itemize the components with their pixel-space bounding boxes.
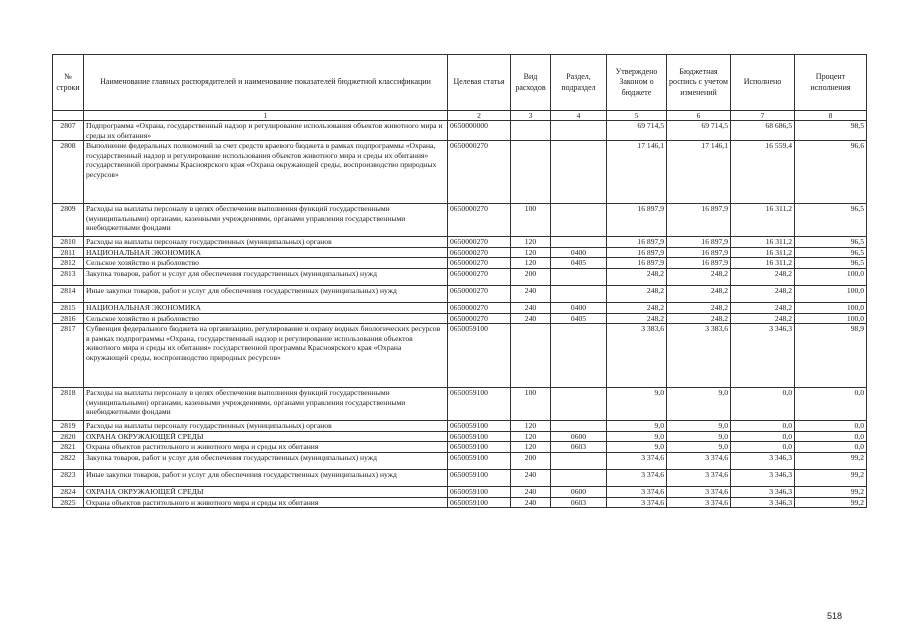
target-item-code: 0650000000 [448, 121, 511, 141]
row-number: 2825 [53, 497, 84, 508]
column-number: 8 [795, 111, 867, 121]
item-name: Закупка товаров, работ и услуг для обеспечения государственных (муниципальных) нужд [84, 452, 448, 469]
expense-type-code: 120 [511, 247, 551, 258]
section-code [551, 237, 607, 248]
executed-amount: 248,2 [731, 302, 795, 313]
approved-amount: 3 383,6 [607, 324, 667, 388]
row-number: 2823 [53, 469, 84, 486]
percent-executed: 100,0 [795, 285, 867, 302]
budget-amount: 248,2 [667, 313, 731, 324]
expense-type-code: 240 [511, 313, 551, 324]
executed-amount: 3 346,3 [731, 469, 795, 486]
percent-executed: 0,0 [795, 421, 867, 432]
target-item-code: 0650000270 [448, 302, 511, 313]
expense-type-code: 120 [511, 421, 551, 432]
approved-amount: 248,2 [607, 268, 667, 285]
approved-amount: 9,0 [607, 421, 667, 432]
percent-executed: 0,0 [795, 442, 867, 453]
percent-executed: 98,9 [795, 324, 867, 388]
expense-type-code: 120 [511, 442, 551, 453]
page-number: 518 [827, 611, 843, 621]
row-number: 2824 [53, 486, 84, 497]
approved-amount: 16 897,9 [607, 247, 667, 258]
budget-amount: 16 897,9 [667, 247, 731, 258]
expense-type-code: 100 [511, 204, 551, 237]
expense-type-code: 100 [511, 388, 551, 421]
approved-amount: 3 374,6 [607, 469, 667, 486]
expense-type-code: 120 [511, 258, 551, 269]
row-number: 2817 [53, 324, 84, 388]
item-name: ОХРАНА ОКРУЖАЮЩЕЙ СРЕДЫ [84, 431, 448, 442]
item-name: Расходы на выплаты персоналу в целях обеспечения выполнения функций государственными (муниципальными) органами, казенными учреждениями, органами управления государственными внебюджетными фондами [84, 204, 448, 237]
table-row [53, 452, 867, 469]
budget-amount: 9,0 [667, 421, 731, 432]
target-item-code: 0650059100 [448, 388, 511, 421]
target-item-code: 0650059100 [448, 469, 511, 486]
section-code: 0603 [551, 497, 607, 508]
percent-executed: 96,6 [795, 141, 867, 204]
expense-type-code: 240 [511, 302, 551, 313]
approved-amount: 248,2 [607, 285, 667, 302]
column-number: 4 [551, 111, 607, 121]
table-row [53, 285, 867, 302]
section-code: 0405 [551, 313, 607, 324]
percent-executed: 100,0 [795, 268, 867, 285]
percent-executed: 98,5 [795, 121, 867, 141]
target-item-code: 0650059100 [448, 324, 511, 388]
budget-amount: 17 146,1 [667, 141, 731, 204]
target-item-code: 0650059100 [448, 431, 511, 442]
approved-amount: 248,2 [607, 302, 667, 313]
row-number: 2814 [53, 285, 84, 302]
item-name: Охрана объектов растительного и животного мира и среды их обитания [84, 497, 448, 508]
executed-amount: 16 311,2 [731, 247, 795, 258]
section-code [551, 421, 607, 432]
table-row [53, 237, 867, 248]
executed-amount: 68 686,5 [731, 121, 795, 141]
column-number: 5 [607, 111, 667, 121]
table-row [53, 258, 867, 269]
target-item-code: 0650059100 [448, 442, 511, 453]
item-name: Расходы на выплаты персоналу государственных (муниципальных) органов [84, 421, 448, 432]
table-row [53, 313, 867, 324]
item-name: Иные закупки товаров, работ и услуг для обеспечения государственных (муниципальных) нужд [84, 285, 448, 302]
budget-amount: 16 897,9 [667, 237, 731, 248]
section-code [551, 324, 607, 388]
row-number: 2811 [53, 247, 84, 258]
table-row [53, 121, 867, 141]
budget-execution-table [52, 54, 867, 508]
row-number: 2815 [53, 302, 84, 313]
approved-amount: 16 897,9 [607, 204, 667, 237]
table-row [53, 469, 867, 486]
target-item-code: 0650059100 [448, 421, 511, 432]
table-row [53, 302, 867, 313]
col-header-name: Наименование главных распорядителей и наименование показателей бюджетной классификации [84, 55, 448, 111]
section-code [551, 452, 607, 469]
section-code [551, 285, 607, 302]
section-code [551, 121, 607, 141]
budget-amount: 3 383,6 [667, 324, 731, 388]
budget-amount: 3 374,6 [667, 452, 731, 469]
approved-amount: 248,2 [607, 313, 667, 324]
item-name: Расходы на выплаты персоналу государственных (муниципальных) органов [84, 237, 448, 248]
table-row [53, 247, 867, 258]
approved-amount: 69 714,5 [607, 121, 667, 141]
budget-amount: 9,0 [667, 442, 731, 453]
row-number: 2807 [53, 121, 84, 141]
budget-amount: 9,0 [667, 388, 731, 421]
column-number: 3 [511, 111, 551, 121]
percent-executed: 100,0 [795, 302, 867, 313]
expense-type-code: 240 [511, 486, 551, 497]
item-name: Подпрограмма «Охрана, государственный надзор и регулирование использования объектов животного мира и среды их обитания» [84, 121, 448, 141]
expense-type-code: 240 [511, 285, 551, 302]
executed-amount: 3 346,3 [731, 324, 795, 388]
column-number: 2 [448, 111, 511, 121]
budget-amount: 248,2 [667, 285, 731, 302]
col-header-section: Раздел, подраздел [551, 55, 607, 111]
col-header-target-item: Целевая статья [448, 55, 511, 111]
target-item-code: 0650000270 [448, 204, 511, 237]
target-item-code: 0650000270 [448, 268, 511, 285]
table-row [53, 497, 867, 508]
expense-type-code: 240 [511, 469, 551, 486]
item-name: ОХРАНА ОКРУЖАЮЩЕЙ СРЕДЫ [84, 486, 448, 497]
row-number: 2808 [53, 141, 84, 204]
percent-executed: 99,2 [795, 497, 867, 508]
row-number: 2822 [53, 452, 84, 469]
executed-amount: 0,0 [731, 431, 795, 442]
section-code: 0600 [551, 431, 607, 442]
section-code: 0400 [551, 247, 607, 258]
column-number: 7 [731, 111, 795, 121]
target-item-code: 0650059100 [448, 452, 511, 469]
item-name: Расходы на выплаты персоналу в целях обеспечения выполнения функций государственными (муниципальными) органами, казенными учреждениями, органами управления государственными внебюджетными фондами [84, 388, 448, 421]
budget-amount: 69 714,5 [667, 121, 731, 141]
target-item-code: 0650000270 [448, 285, 511, 302]
target-item-code: 0650059100 [448, 497, 511, 508]
table-row [53, 486, 867, 497]
percent-executed: 96,5 [795, 204, 867, 237]
row-number: 2818 [53, 388, 84, 421]
item-name: Сельское хозяйство и рыболовство [84, 313, 448, 324]
table-row [53, 268, 867, 285]
executed-amount: 16 559,4 [731, 141, 795, 204]
executed-amount: 0,0 [731, 421, 795, 432]
budget-amount: 248,2 [667, 268, 731, 285]
executed-amount: 248,2 [731, 285, 795, 302]
section-code [551, 469, 607, 486]
approved-amount: 16 897,9 [607, 258, 667, 269]
percent-executed: 99,2 [795, 469, 867, 486]
approved-amount: 3 374,6 [607, 486, 667, 497]
executed-amount: 248,2 [731, 313, 795, 324]
percent-executed: 96,5 [795, 247, 867, 258]
column-number: 6 [667, 111, 731, 121]
table-row [53, 421, 867, 432]
approved-amount: 9,0 [607, 388, 667, 421]
approved-amount: 9,0 [607, 431, 667, 442]
col-header-row-number: № строки [53, 55, 84, 111]
item-name: Закупка товаров, работ и услуг для обеспечения государственных (муниципальных) нужд [84, 268, 448, 285]
row-number: 2821 [53, 442, 84, 453]
item-name: Выполнение федеральных полномочий за счет средств краевого бюджета в рамках подпрограммы «Охрана, государственный надзор и регулирование использования объектов животного мира и среды их обитания» государственной программы Красноярского края «Охрана окружающей среды, воспроизводство природных ресурсов» [84, 141, 448, 204]
executed-amount: 3 346,3 [731, 497, 795, 508]
approved-amount: 3 374,6 [607, 452, 667, 469]
budget-amount: 16 897,9 [667, 258, 731, 269]
table-row [53, 141, 867, 204]
target-item-code: 0650000270 [448, 141, 511, 204]
table-body [53, 121, 867, 508]
percent-executed: 99,2 [795, 452, 867, 469]
approved-amount: 3 374,6 [607, 497, 667, 508]
section-code: 0600 [551, 486, 607, 497]
executed-amount: 16 311,2 [731, 237, 795, 248]
executed-amount: 0,0 [731, 388, 795, 421]
executed-amount: 3 346,3 [731, 452, 795, 469]
row-number: 2810 [53, 237, 84, 248]
percent-executed: 100,0 [795, 313, 867, 324]
column-number: 1 [84, 111, 448, 121]
row-number: 2812 [53, 258, 84, 269]
executed-amount: 16 311,2 [731, 258, 795, 269]
budget-amount: 3 374,6 [667, 497, 731, 508]
section-code [551, 388, 607, 421]
item-name: НАЦИОНАЛЬНАЯ ЭКОНОМИКА [84, 302, 448, 313]
budget-amount: 16 897,9 [667, 204, 731, 237]
target-item-code: 0650000270 [448, 258, 511, 269]
percent-executed: 0,0 [795, 431, 867, 442]
percent-executed: 99,2 [795, 486, 867, 497]
item-name: НАЦИОНАЛЬНАЯ ЭКОНОМИКА [84, 247, 448, 258]
table-row [53, 388, 867, 421]
approved-amount: 16 897,9 [607, 237, 667, 248]
section-code: 0405 [551, 258, 607, 269]
expense-type-code: 200 [511, 452, 551, 469]
executed-amount: 0,0 [731, 442, 795, 453]
expense-type-code [511, 121, 551, 141]
section-code: 0400 [551, 302, 607, 313]
table-row [53, 431, 867, 442]
item-name: Иные закупки товаров, работ и услуг для обеспечения государственных (муниципальных) нужд [84, 469, 448, 486]
column-number-row [53, 111, 867, 121]
section-code [551, 204, 607, 237]
target-item-code: 0650000270 [448, 313, 511, 324]
budget-amount: 3 374,6 [667, 486, 731, 497]
row-number: 2809 [53, 204, 84, 237]
expense-type-code [511, 141, 551, 204]
percent-executed: 96,5 [795, 258, 867, 269]
budget-amount: 248,2 [667, 302, 731, 313]
table-row [53, 204, 867, 237]
expense-type-code [511, 324, 551, 388]
col-header-executed: Исполнено [731, 55, 795, 111]
percent-executed: 96,5 [795, 237, 867, 248]
col-header-expense-type: Вид расходов [511, 55, 551, 111]
expense-type-code: 120 [511, 431, 551, 442]
executed-amount: 16 311,2 [731, 204, 795, 237]
table-row [53, 324, 867, 388]
col-header-budget-schedule: Бюджетная роспись с учетом изменений [667, 55, 731, 111]
item-name: Сельское хозяйство и рыболовство [84, 258, 448, 269]
target-item-code: 0650000270 [448, 237, 511, 248]
row-number: 2819 [53, 421, 84, 432]
percent-executed: 0,0 [795, 388, 867, 421]
table-header-row [53, 55, 867, 111]
approved-amount: 9,0 [607, 442, 667, 453]
row-number: 2813 [53, 268, 84, 285]
column-number-blank [53, 111, 84, 121]
expense-type-code: 120 [511, 237, 551, 248]
expense-type-code: 240 [511, 497, 551, 508]
budget-amount: 9,0 [667, 431, 731, 442]
item-name: Субвенция федерального бюджета на организацию, регулирование и охрану водных биологических ресурсов в рамках подпрограммы «Охрана, государственный надзор и регулирование использования объектов животного мира и среды их обитания» государственной программы Красноярского края «Охрана окружающей среды, воспроизводство природных ресурсов» [84, 324, 448, 388]
executed-amount: 248,2 [731, 268, 795, 285]
target-item-code: 0650059100 [448, 486, 511, 497]
section-code [551, 268, 607, 285]
expense-type-code: 200 [511, 268, 551, 285]
budget-amount: 3 374,6 [667, 469, 731, 486]
item-name: Охрана объектов растительного и животного мира и среды их обитания [84, 442, 448, 453]
executed-amount: 3 346,3 [731, 486, 795, 497]
section-code [551, 141, 607, 204]
table-row [53, 442, 867, 453]
section-code: 0603 [551, 442, 607, 453]
row-number: 2820 [53, 431, 84, 442]
col-header-approved: Утверждено Законом о бюджете [607, 55, 667, 111]
approved-amount: 17 146,1 [607, 141, 667, 204]
row-number: 2816 [53, 313, 84, 324]
col-header-percent: Процент исполнения [795, 55, 867, 111]
target-item-code: 0650000270 [448, 247, 511, 258]
